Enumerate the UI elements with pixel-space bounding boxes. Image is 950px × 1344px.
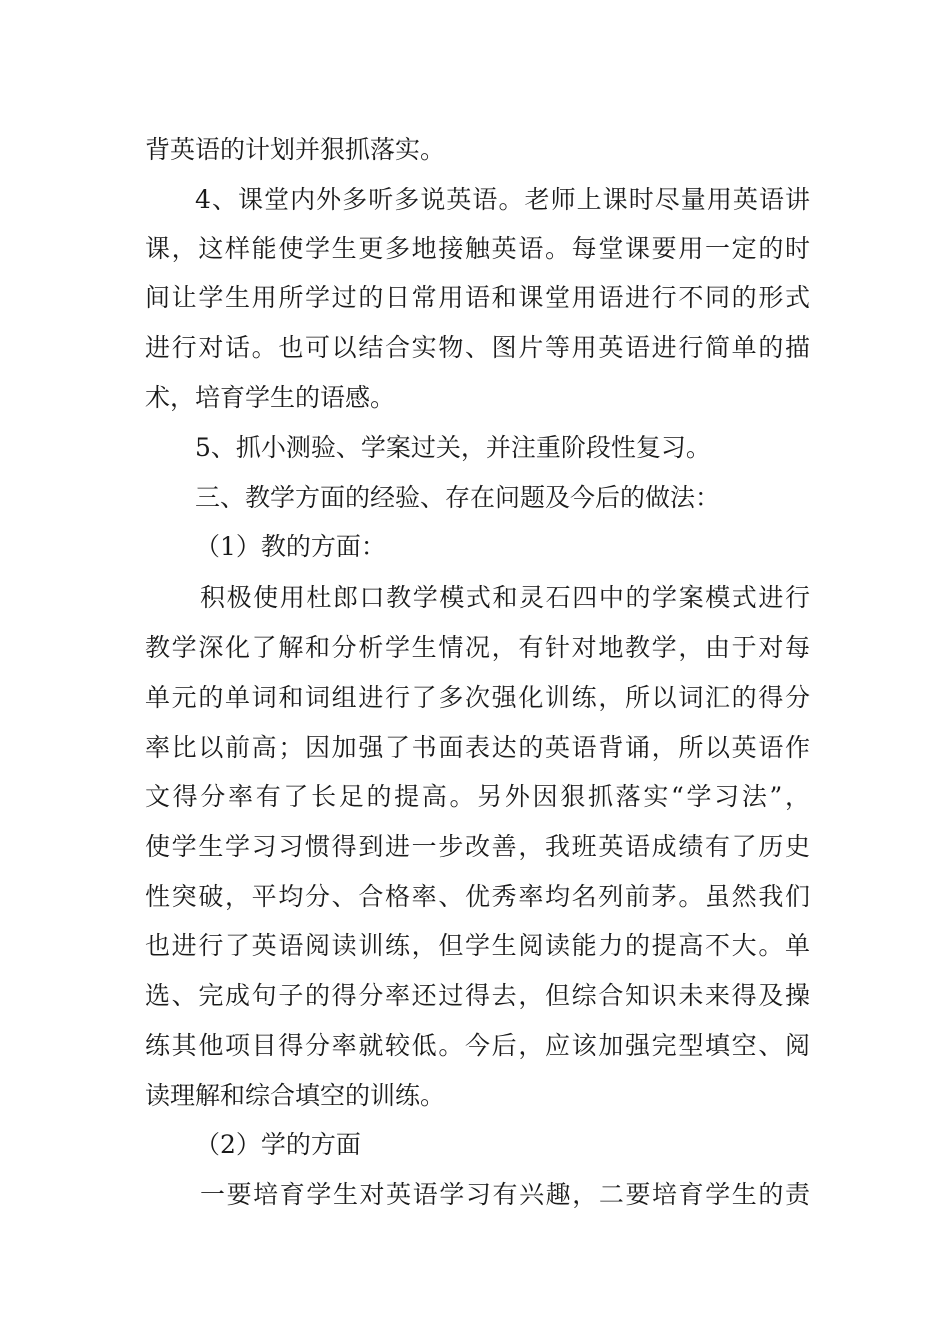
- paragraph-line: 4、课堂内外多听多说英语。老师上课时尽量用英语讲: [195, 185, 810, 214]
- paragraph-line: 选、完成句子的得分率还过得去，但综合知识未来得及操: [145, 981, 810, 1010]
- paragraph-line: 也进行了英语阅读训练，但学生阅读能力的提高不大。单: [145, 931, 810, 960]
- paragraph-line: 5、抓小测验、学案过关，并注重阶段性复习。: [195, 433, 711, 462]
- section-heading: 三、教学方面的经验、存在问题及今后的做法：: [195, 483, 721, 512]
- paragraph-line: 性突破，平均分、合格率、优秀率均名列前茅。虽然我们: [145, 882, 810, 911]
- paragraph-line: 间让学生用所学过的日常用语和课堂用语进行不同的形式: [145, 283, 810, 312]
- paragraph-line: 课，这样能使学生更多地接触英语。每堂课要用一定的时: [145, 234, 810, 263]
- paragraph-line: 单元的单词和词组进行了多次强化训练，所以词汇的得分: [145, 683, 810, 712]
- paragraph-line: 读理解和综合填空的训练。: [145, 1081, 446, 1110]
- paragraph-line: 术，培育学生的语感。: [145, 383, 396, 412]
- paragraph-line: 一要培育学生对英语学习有兴趣，二要培育学生的责: [200, 1180, 810, 1209]
- paragraph-line: 背英语的计划并狠抓落实。: [145, 135, 446, 164]
- paragraph-line: 练其他项目得分率就较低。今后，应该加强完型填空、阅: [145, 1031, 810, 1060]
- paragraph-line: 教学深化了解和分析学生情况，有针对地教学，由于对每: [145, 633, 810, 662]
- paragraph-line: 文得分率有了长足的提高。另外因狠抓落实“学习法”，: [145, 782, 810, 811]
- paragraph-line: 进行对话。也可以结合实物、图片等用英语进行简单的描: [145, 333, 810, 362]
- paragraph-line: 率比以前高；因加强了书面表达的英语背诵，所以英语作: [145, 733, 810, 762]
- subsection-heading: （1）教的方面：: [195, 532, 386, 561]
- paragraph-line: 使学生学习习惯得到进一步改善，我班英语成绩有了历史: [145, 832, 810, 861]
- paragraph-line: 积极使用杜郎口教学模式和灵石四中的学案模式进行: [200, 583, 810, 612]
- subsection-heading: （2）学的方面: [195, 1130, 361, 1159]
